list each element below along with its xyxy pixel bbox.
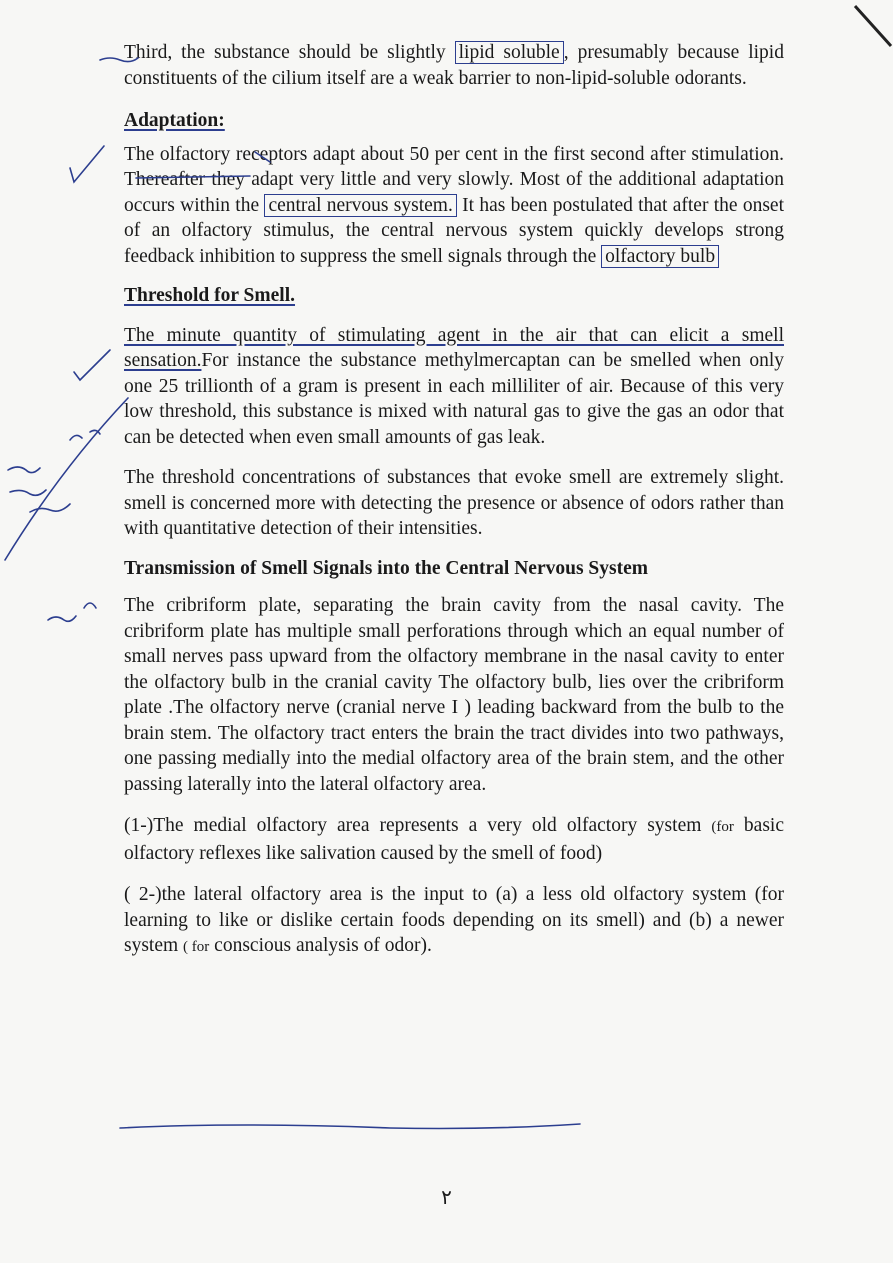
paragraph-adaptation — [124, 142, 784, 270]
adaptation-text-b: It has been postulated that after the onset of an olfactory stimulus, the central nervous system quickly develops strong feedback inhibition to suppress the smell signals through the — [124, 194, 785, 267]
item-medial-area — [124, 813, 784, 866]
item2-text-b: conscious analysis of odor). — [209, 935, 432, 956]
item1-text: (1-)The medial olfactory area represents a very old olfactory system — [124, 815, 712, 836]
olfactory-bulb-boxed: olfactory bulb — [601, 245, 719, 268]
paragraph-third — [124, 40, 784, 91]
paragraph-transmission: The cribriform plate, separating the brain cavity from the nasal cavity. The cribriform plate has multiple small perforations through which an equal number of small nerves pass upward from the olfactory membrane in the nasal cavity to enter the olfactory bulb in the cranial cavity The olfactory bulb, lies over the cribriform plate .The olfactory nerve (cranial nerve I ) leading backward from the bulb to the brain stem. The olfactory tract enters the brain the tract divides into two pathways, one passing medially into the medial olfactory area of the brain stem, and the other passing laterally into the lateral olfactory area. — [124, 595, 784, 795]
item-lateral-area — [124, 882, 784, 961]
heading-transmission: Transmission of Smell Signals into the Central Nervous System — [124, 557, 648, 579]
item2-text: ( 2-)the lateral olfactory area is the input to (a) a less old olfactory system (for learning to like or dislike certain foods depending on its smell) and (b) a newer system — [124, 884, 784, 956]
page-number: ٢ — [441, 1185, 452, 1209]
cns-boxed: central nervous system. — [264, 194, 456, 217]
item1-text-b: basic olfactory reflexes like salivation caused by the smell of food) — [124, 815, 784, 864]
third-prefix: Third, the substance should be slightly — [124, 42, 455, 63]
lipid-soluble-boxed: lipid soluble — [455, 41, 564, 64]
adaptation-text-a: The olfactory receptors adapt about 50 per cent in the first second after stimulation. Thereafter they adapt very little and very slowly. Most of the additional adaptation occurs within the — [124, 143, 784, 216]
threshold-example: For instance the substance methylmercaptan can be smelled when only one 25 trillionth of a gram is present in each milliliter of air. Because of this very low threshold, this substance is mixed with natural gas to give the gas an odor that can be detected when even small amounts of gas leak. — [124, 350, 784, 448]
paragraph-threshold-2: The threshold concentrations of substances that evoke smell are extremely slight. smell is concerned more with detecting the presence or absence of odors rather than with quantitative detection of their intensities. — [124, 467, 784, 539]
third-rest: , presumably because lipid constituents of the cilium itself are a weak barrier to non-lipid-soluble odorants. — [124, 42, 784, 89]
paragraph-threshold — [124, 323, 784, 451]
heading-threshold: Threshold for Smell. — [124, 285, 296, 306]
corner-fold-mark — [853, 0, 893, 60]
item2-small: ( for — [183, 939, 210, 955]
page-content — [124, 40, 784, 961]
threshold-definition: The minute quantity of stimulating agent in the air that can elicit a smell sensation. — [124, 324, 784, 371]
item1-small: (for — [711, 819, 734, 835]
heading-adaptation: Adaptation: — [124, 110, 225, 131]
